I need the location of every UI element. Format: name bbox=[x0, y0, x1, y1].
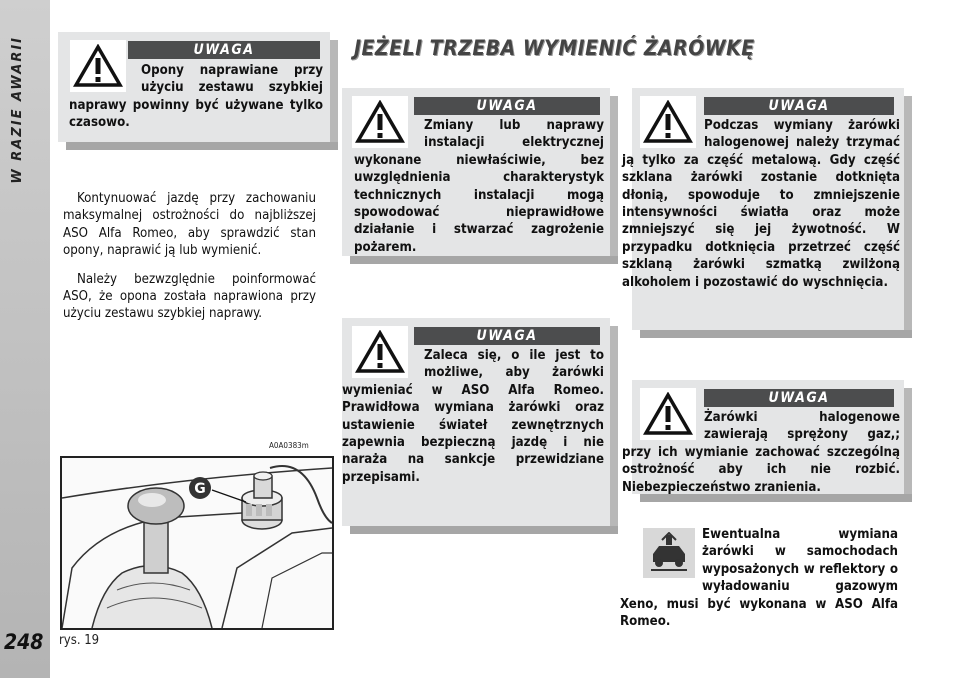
warning-label: UWAGA bbox=[128, 41, 320, 59]
xenon-note: Ewentualna wymiana żarówki w samochodach wyposażonych w reflektory o wyładowaniu gazowym Xeno, musi być wykonana w ASO Alfa Romeo. bbox=[620, 527, 898, 630]
warning-text: Opony naprawiane przy użyciu zestawu szybkiej naprawy powinny być używane tylko czasowo. bbox=[69, 63, 323, 131]
warning-text: Żarówki halogenowe zawierają sprężony gaz,; przy ich wymianie zachować szczególną ostrożność aby ich nie rozbić. Niebezpieczeństwo zranienia. bbox=[622, 410, 900, 495]
warning-box-halogen-gas bbox=[622, 380, 904, 495]
warning-label: UWAGA bbox=[414, 97, 600, 115]
callout-label: G bbox=[194, 481, 206, 497]
warning-label: UWAGA bbox=[704, 389, 894, 407]
warning-text: Zaleca się, o ile jest to możliwe, aby żarówki wymieniać w ASO Alfa Romeo. Prawidłowa wymiana żarówki oraz ustawienie świateł zewnętrznych zapewnia bezpieczną jazdę i nie naraża na sankcje przewidziane przepisami. bbox=[342, 348, 604, 485]
section-title-vertical bbox=[10, 36, 40, 456]
warning-box-electrical bbox=[342, 88, 610, 256]
body-text bbox=[63, 190, 316, 334]
figure-caption: rys. 19 bbox=[59, 633, 100, 648]
warning-label: UWAGA bbox=[414, 327, 600, 345]
paragraph: Kontynuować jazdę przy zachowaniu maksymalnej ostrożności do najbliższej ASO Alfa Romeo, aby sprawdzić stan opony, naprawić ją lub wymienić. bbox=[63, 191, 316, 259]
warning-text: Podczas wymiany żarówki halogenowej należy trzymać ją tylko za część metalową. Gdy część szklana żarówki zostanie dotknięta dłonią, spowoduje to zmniejszenie intensywności światła oraz może zmniejszyć się jej żywotność. W przypadku dotknięcia przetrzeć część szklaną żarówki szmatką zwilżoną alkoholem i pozostawić do wyschnięcia. bbox=[622, 118, 900, 290]
console-socket-drawing bbox=[62, 458, 332, 628]
sidebar bbox=[0, 0, 50, 678]
page-number: 248 bbox=[4, 630, 44, 654]
warning-box-tyres bbox=[58, 32, 330, 142]
paragraph: Należy bezwzględnie poinformować ASO, że opona została naprawiona przy użyciu zestawu szybkiej naprawy. bbox=[63, 271, 316, 322]
figure-code: A0A0383m bbox=[269, 441, 309, 450]
warning-text: Zmiany lub naprawy instalacji elektrycznej wykonane niewłaściwie, bez uwzględnienia charakterystyk technicznych instalacji mogą spowodować nieprawidłowe działanie i stwarzać zagrożenie pożarem. bbox=[354, 118, 604, 255]
figure-illustration bbox=[60, 456, 334, 630]
page-title: JEŻELI TRZEBA WYMIENIĆ ŻARÓWKĘ bbox=[354, 36, 755, 60]
section-title: W RAZIE AWARII bbox=[10, 36, 25, 184]
warning-box-halogen-handling bbox=[622, 88, 904, 330]
warning-box-service bbox=[342, 318, 610, 526]
warning-label: UWAGA bbox=[704, 97, 894, 115]
